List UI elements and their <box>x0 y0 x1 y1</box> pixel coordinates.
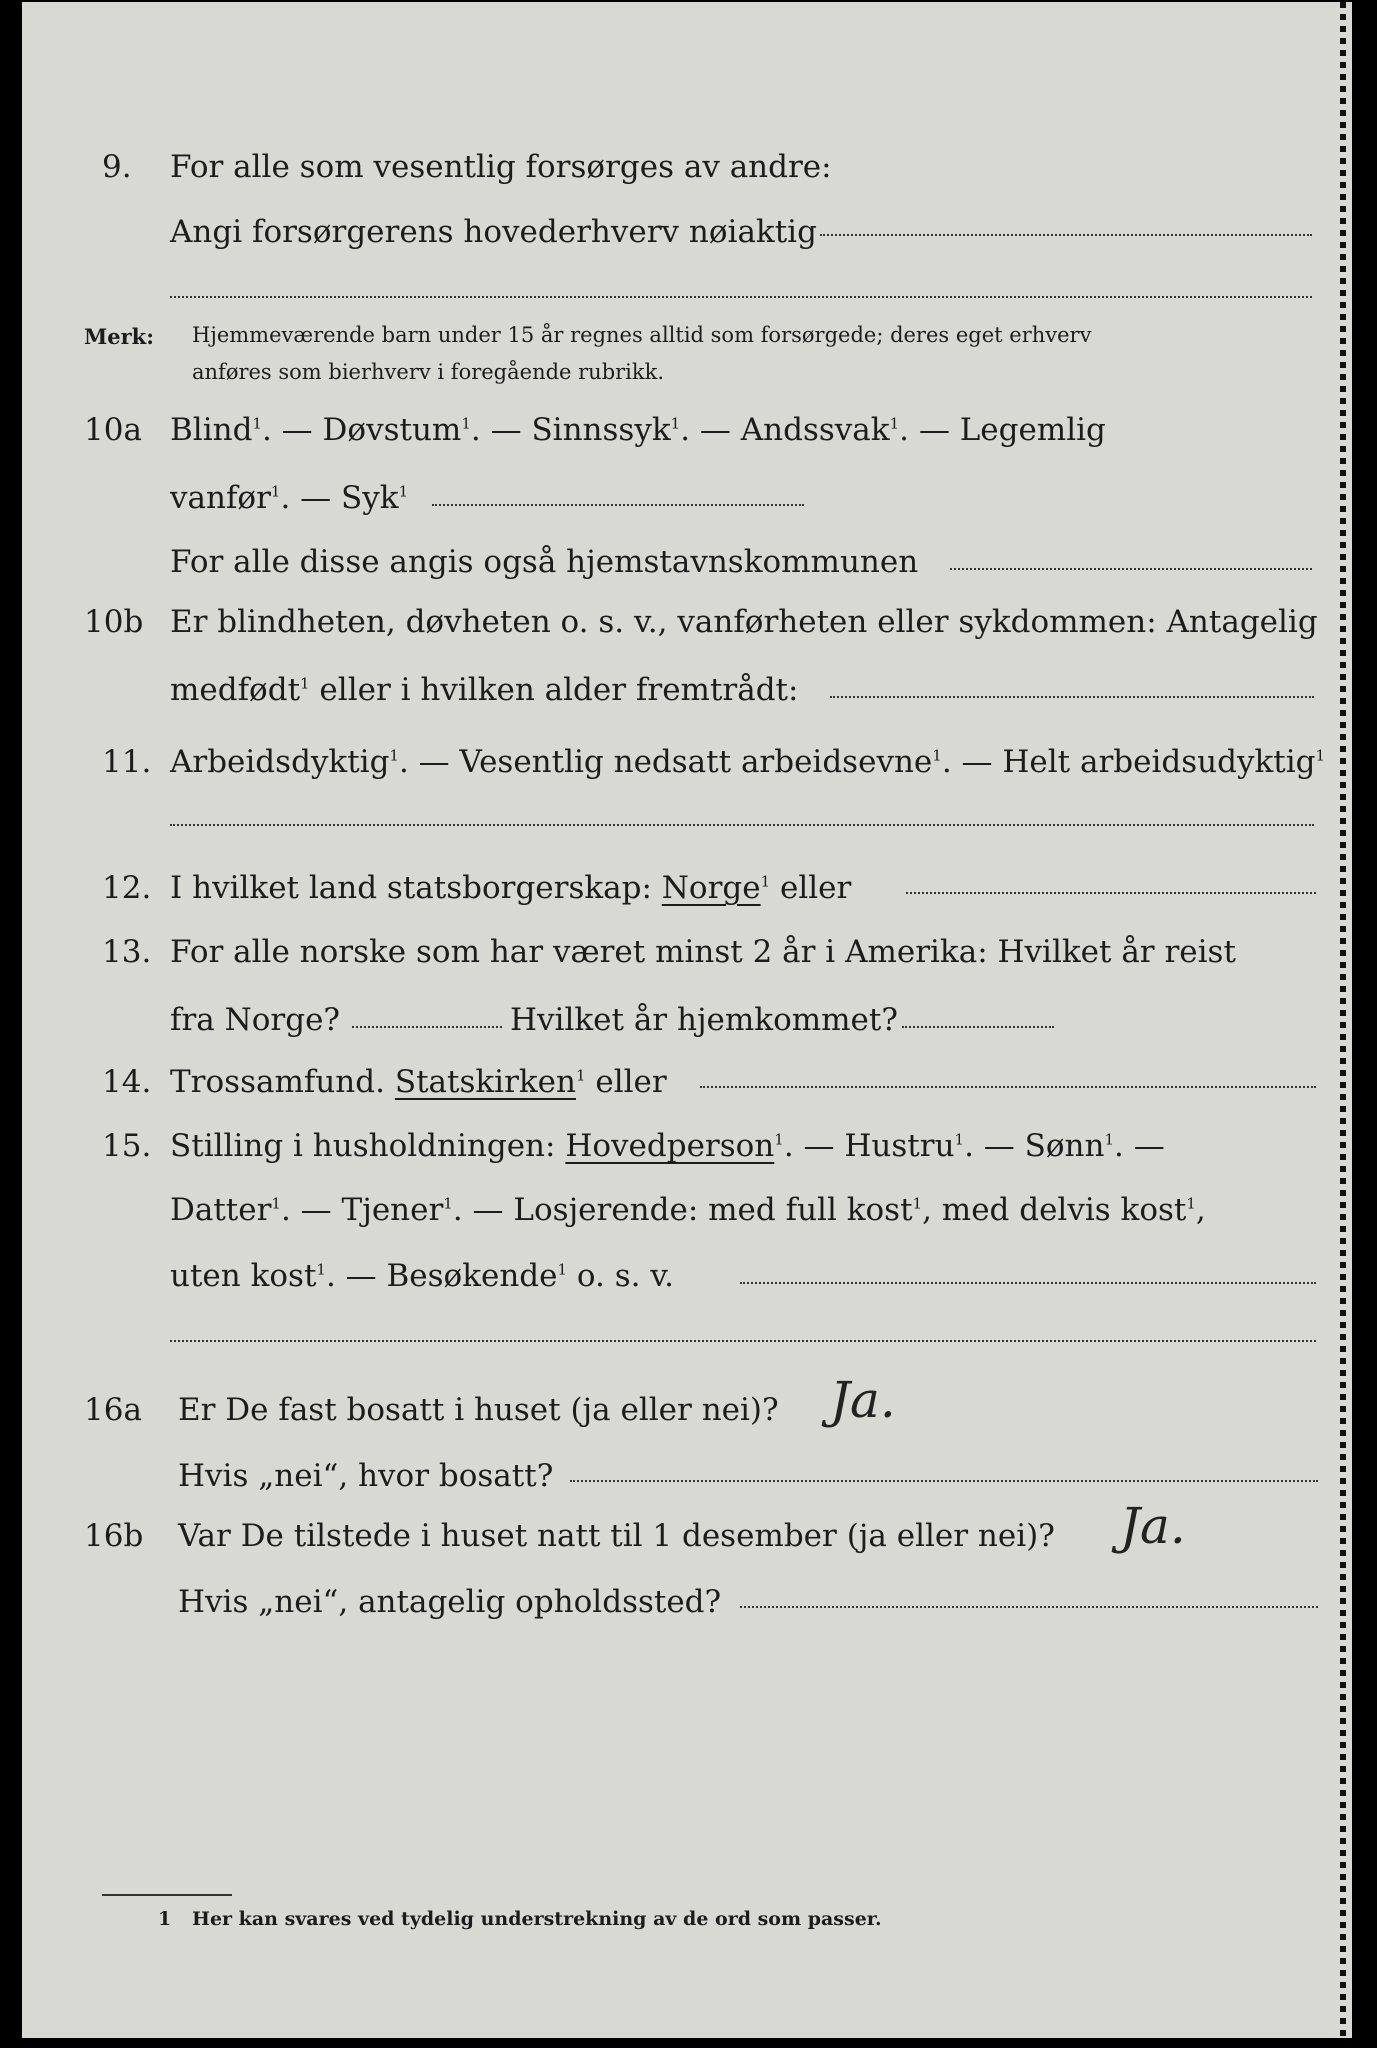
q16b-line2: Hvis „nei“, antagelig opholdssted? <box>178 1584 722 1620</box>
q13-b: Hvilket år hjemkommet? <box>510 1002 898 1038</box>
q16a-number: 16a <box>84 1392 142 1428</box>
perforated-edge <box>1340 2 1346 2038</box>
q10a-syk-line[interactable] <box>432 504 804 506</box>
q9-line2: Angi forsørgerens hovederhverv nøiaktig <box>170 214 817 250</box>
q10b-number: 10b <box>84 604 144 640</box>
q16b-number: 16b <box>84 1518 144 1554</box>
q10b-line1: Er blindheten, døvheten o. s. v., vanførheten eller sykdommen: Antagelig <box>170 604 1318 640</box>
q14-number: 14. <box>102 1064 152 1100</box>
q11-answer-line[interactable] <box>170 824 1314 826</box>
q15-line2: Datter$^1$. — Tjener$^1$. — Losjerende: med full kost$^1$, med delvis kost$^1$, <box>170 1192 1206 1228</box>
q14-line: Trossamfund. Statskirken$^1$ eller <box>170 1064 667 1100</box>
q15-answer-line-2[interactable] <box>170 1340 1316 1342</box>
q10b-line2: medfødt$^1$ eller i hvilken alder fremtrådt: <box>170 672 799 708</box>
statskirken-option[interactable]: Statskirken <box>394 1064 576 1100</box>
q15-number: 15. <box>102 1128 152 1164</box>
q16b-handwritten-answer[interactable]: Ja. <box>1120 1497 1186 1555</box>
q16a-question: Er De fast bosatt i huset (ja eller nei)? <box>178 1392 779 1428</box>
q16a-handwritten-answer[interactable]: Ja. <box>830 1371 896 1429</box>
q15-line3: uten kost$^1$. — Besøkende$^1$ o. s. v. <box>170 1258 675 1294</box>
q14-answer-line[interactable] <box>700 1086 1316 1088</box>
q9-number: 9. <box>102 149 132 185</box>
sinnssyk-option[interactable]: Sinnssyk <box>531 412 671 448</box>
q16a-bosatt-line[interactable] <box>570 1480 1318 1482</box>
q9-answer-line[interactable] <box>820 234 1312 236</box>
footnote-mark: 1 <box>158 1908 172 1930</box>
q10a-kommune-line[interactable] <box>950 568 1312 570</box>
q16a-line2: Hvis „nei“, hvor bosatt? <box>178 1458 554 1494</box>
q15-line1: Stilling i husholdningen: Hovedperson$^1$. — Hustru$^1$. — Sønn$^1$. — <box>170 1128 1165 1164</box>
q13-line1: For alle norske som har været minst 2 år i Amerika: Hvilket år reist <box>170 934 1236 970</box>
q16b-question: Var De tilstede i huset natt til 1 desember (ja eller nei)? <box>178 1518 1055 1554</box>
merk-line2: anføres som bierhverv i foregående rubrikk. <box>192 360 665 384</box>
q10a-line2: vanfør$^1$. — Syk$^1$ <box>170 480 409 516</box>
footnote-rule <box>102 1894 232 1896</box>
q12-number: 12. <box>102 870 152 906</box>
q10a-line3: For alle disse angis også hjemstavnskommunen <box>170 544 919 580</box>
q13-reist-line[interactable] <box>352 1026 502 1028</box>
syk-option[interactable]: Syk <box>341 480 399 516</box>
q13-number: 13. <box>102 934 152 970</box>
q10b-answer-line[interactable] <box>830 696 1314 698</box>
q9-answer-line-2[interactable] <box>170 296 1312 298</box>
q15-answer-line[interactable] <box>740 1282 1316 1284</box>
blind-option[interactable]: Blind <box>170 412 253 448</box>
q12-line: I hvilket land statsborgerskap: Norge$^1$ eller <box>170 870 852 906</box>
q13-hjemkommet-line[interactable] <box>902 1026 1054 1028</box>
census-form-page <box>22 2 1352 2038</box>
andssvak-option[interactable]: Andssvak <box>740 412 890 448</box>
q13-a: fra Norge? <box>170 1002 341 1038</box>
q11-number: 11. <box>102 744 152 780</box>
vanfor-option[interactable]: vanfør <box>170 480 271 516</box>
norge-option[interactable]: Norge <box>661 870 761 906</box>
footnote-text: Her kan svares ved tydelig understrekning av de ord som passer. <box>192 1908 882 1930</box>
legemlig-option[interactable]: Legemlig <box>959 412 1106 448</box>
q10a-line1: Blind$^1$. — Døvstum$^1$. — Sinnssyk$^1$. — Andssvak$^1$. — Legemlig <box>170 412 1106 448</box>
q10a-number: 10a <box>84 412 142 448</box>
dovstum-option[interactable]: Døvstum <box>322 412 462 448</box>
merk-label: Merk: <box>84 324 154 349</box>
q16b-opholdssted-line[interactable] <box>740 1606 1318 1608</box>
q9-line1: For alle som vesentlig forsørges av andre: <box>170 149 832 185</box>
merk-line1: Hjemmeværende barn under 15 år regnes alltid som forsørgede; deres eget erhverv <box>192 323 1092 347</box>
hovedperson-option[interactable]: Hovedperson <box>565 1128 775 1164</box>
q11-line: Arbeidsdyktig$^1$. — Vesentlig nedsatt arbeidsevne$^1$. — Helt arbeidsudyktig$^1$ <box>170 744 1326 780</box>
q12-answer-line[interactable] <box>906 892 1316 894</box>
